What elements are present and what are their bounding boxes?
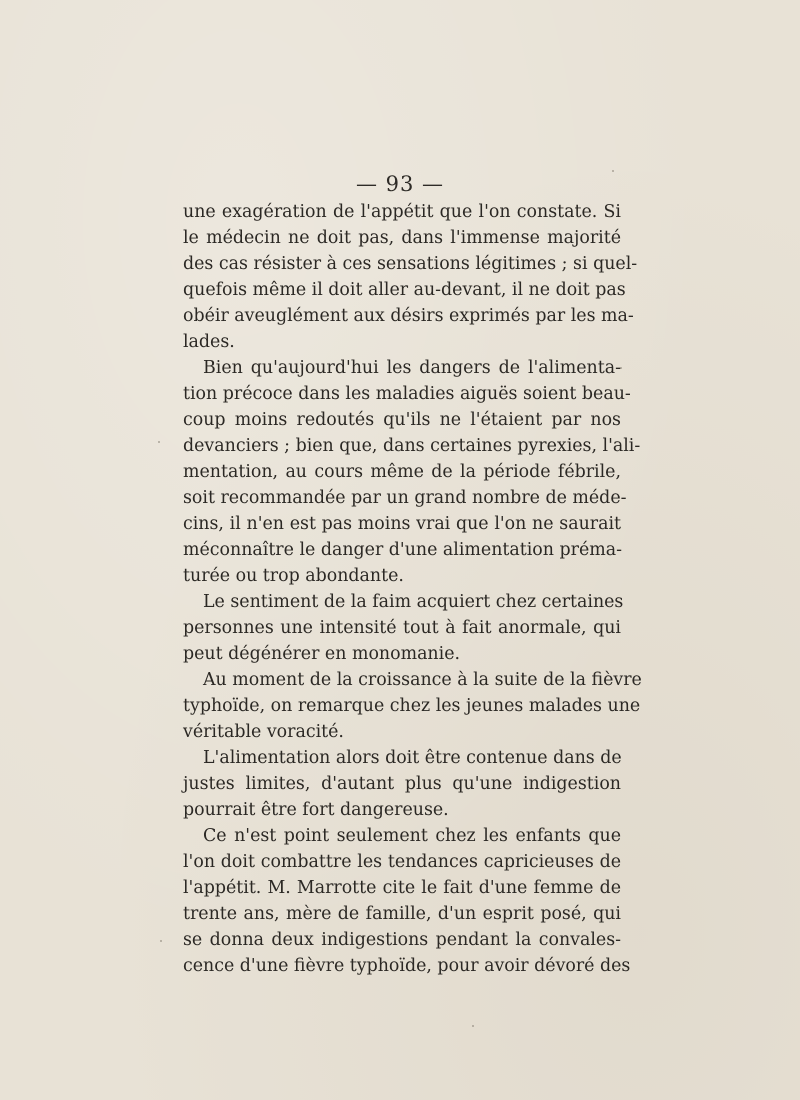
text-line: trente ans, mère de famille, d'un esprit posé, qui <box>183 904 621 924</box>
text-line: Au moment de la croissance à la suite de la fièvre <box>203 670 642 690</box>
paper-speck <box>160 940 162 942</box>
text-line: devanciers ; bien que, dans certaines pyrexies, l'ali- <box>183 436 641 456</box>
text-line: l'on doit combattre les tendances capricieuses de <box>183 852 621 872</box>
text-line: soit recommandée par un grand nombre de méde- <box>183 488 627 508</box>
paper-speck <box>472 1025 474 1027</box>
text-line: l'appétit. M. Marrotte cite le fait d'une femme de <box>183 878 621 898</box>
text-line: L'alimentation alors doit être contenue dans de <box>203 748 622 768</box>
text-line: coup moins redoutés qu'ils ne l'étaient par nos <box>183 410 621 430</box>
text-line: une exagération de l'appétit que l'on constate. Si <box>183 202 621 222</box>
text-line: personnes une intensité tout à fait anormale, qui <box>183 618 621 638</box>
text-line: mentation, au cours même de la période fébrile, <box>183 462 621 482</box>
text-line: Ce n'est point seulement chez les enfants que <box>203 826 621 846</box>
page-number: — 93 — <box>355 172 445 196</box>
body-text <box>183 199 642 979</box>
text-line: turée ou trop abondante. <box>183 566 404 586</box>
text-line: peut dégénérer en monomanie. <box>183 644 461 664</box>
text-line: cence d'une fièvre typhoïde, pour avoir dévoré des <box>183 956 631 976</box>
text-line: tion précoce dans les maladies aiguës soient beau- <box>183 384 631 404</box>
text-line: des cas résister à ces sensations légitimes ; si quel- <box>183 254 638 274</box>
text-line: pourrait être fort dangereuse. <box>183 800 449 820</box>
text-line: cins, il n'en est pas moins vrai que l'on ne saurait <box>183 514 621 534</box>
text-line: quefois même il doit aller au-devant, il ne doit pas <box>183 280 626 300</box>
text-line: Le sentiment de la faim acquiert chez certaines <box>203 592 624 612</box>
text-line: justes limites, d'autant plus qu'une indigestion <box>183 774 621 794</box>
paper-speck <box>158 441 160 443</box>
text-line: le médecin ne doit pas, dans l'immense majorité <box>183 228 621 248</box>
text-line: lades. <box>183 332 235 352</box>
text-line: typhoïde, on remarque chez les jeunes malades une <box>183 696 641 716</box>
text-line: véritable voracité. <box>183 722 344 742</box>
text-line: Bien qu'aujourd'hui les dangers de l'alimenta- <box>203 358 621 378</box>
text-line: obéir aveuglément aux désirs exprimés par les ma- <box>183 306 634 326</box>
text-line: méconnaître le danger d'une alimentation préma- <box>183 540 622 560</box>
text-line: se donna deux indigestions pendant la convales- <box>183 930 621 950</box>
